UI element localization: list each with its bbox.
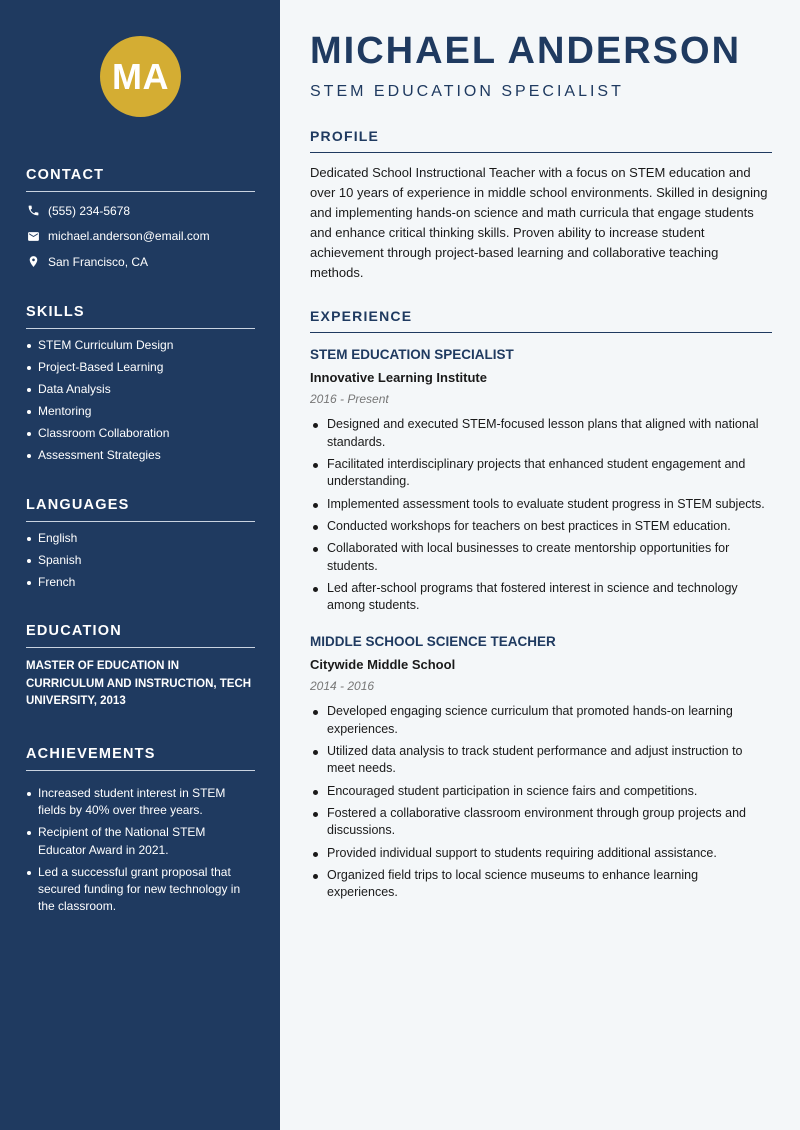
education-section: [26, 623, 255, 711]
languages-section: [26, 497, 255, 596]
list-item: Collaborated with local businesses to create mentorship opportunities for students.: [310, 540, 772, 575]
email-text: michael.anderson@email.com: [48, 229, 210, 244]
list-item: Organized field trips to local science museums to enhance learning experiences.: [310, 867, 772, 902]
achievements-section: [26, 746, 255, 920]
contact-phone: [26, 198, 255, 224]
job-company: Citywide Middle School: [310, 657, 456, 672]
list-item: Fostered a collaborative classroom environment through group projects and discussions.: [310, 805, 772, 840]
list-item: Designed and executed STEM-focused lesson plans that aligned with national standards.: [310, 416, 772, 451]
list-item: Increased student interest in STEM fields by 40% over three years.: [26, 785, 255, 820]
list-item: Led a successful grant proposal that secured funding for new technology in the classroom.: [26, 864, 255, 916]
list-item: Led after-school programs that fostered interest in science and technology among students.: [310, 580, 772, 615]
education-degree: MASTER OF EDUCATION IN CURRICULUM AND INSTRUCTION, TECH UNIVERSITY, 2013: [26, 660, 252, 707]
phone-icon: [26, 204, 40, 218]
job-bullets: [310, 416, 772, 615]
job-bullets: [310, 703, 772, 902]
phone-text: (555) 234-5678: [48, 203, 131, 218]
job-title: STEM EDUCATION SPECIALIST: [310, 347, 514, 362]
achievements-list: [26, 785, 255, 916]
location-pin-icon: [26, 255, 40, 269]
job-dates: 2016 - Present: [310, 392, 389, 406]
contact-email: [26, 224, 255, 250]
languages-list: [26, 530, 255, 592]
contact-location: [26, 249, 255, 275]
location-text: San Francisco, CA: [48, 254, 149, 269]
languages-title: LANGUAGES: [26, 497, 255, 522]
list-item: Implemented assessment tools to evaluate student progress in STEM subjects.: [310, 496, 772, 514]
avatar-initials: MA: [112, 55, 169, 97]
list-item: Assessment Strategies: [26, 447, 255, 464]
avatar: [100, 36, 181, 117]
list-item: Encouraged student participation in science fairs and competitions.: [310, 783, 772, 801]
skills-title: SKILLS: [26, 304, 255, 329]
profile-text: Dedicated School Instructional Teacher with a focus on STEM education and over 10 years of experience in middle school environments. Skilled in designing and implementing hands-on science and math curricula that engage students and enhance critical thinking skills. Proven ability to increase student achievement through project-based learning and collaborative teaching methods.: [310, 165, 768, 280]
list-item: French: [26, 574, 255, 591]
job-entry: [310, 346, 772, 620]
mail-icon: [26, 229, 40, 243]
list-item: Developed engaging science curriculum that promoted hands-on learning experiences.: [310, 703, 772, 738]
list-item: Utilized data analysis to track student performance and adjust instruction to meet needs.: [310, 743, 772, 778]
list-item: Data Analysis: [26, 381, 255, 398]
list-item: English: [26, 530, 255, 547]
skills-section: [26, 304, 255, 470]
job-dates: 2014 - 2016: [310, 679, 375, 693]
list-item: Provided individual support to students requiring additional assistance.: [310, 845, 772, 863]
list-item: Recipient of the National STEM Educator Award in 2021.: [26, 824, 255, 859]
candidate-role: STEM EDUCATION SPECIALIST: [310, 83, 624, 100]
list-item: STEM Curriculum Design: [26, 337, 255, 354]
job-title: MIDDLE SCHOOL SCIENCE TEACHER: [310, 634, 556, 649]
job-company: Innovative Learning Institute: [310, 370, 487, 385]
achievements-title: ACHIEVEMENTS: [26, 746, 255, 771]
list-item: Spanish: [26, 552, 255, 569]
list-item: Project-Based Learning: [26, 359, 255, 376]
job-entry: [310, 633, 772, 907]
profile-title: PROFILE: [310, 128, 772, 153]
contact-title: CONTACT: [26, 167, 255, 192]
list-item: Mentoring: [26, 403, 255, 420]
list-item: Conducted workshops for teachers on best practices in STEM education.: [310, 518, 772, 536]
list-item: Classroom Collaboration: [26, 425, 255, 442]
sidebar: [0, 0, 280, 1130]
list-item: Facilitated interdisciplinary projects that enhanced student engagement and understanding.: [310, 456, 772, 491]
experience-title: EXPERIENCE: [310, 308, 772, 333]
skills-list: [26, 337, 255, 465]
candidate-name: MICHAEL ANDERSON: [310, 30, 742, 72]
contact-section: [26, 167, 255, 275]
education-title: EDUCATION: [26, 623, 255, 648]
